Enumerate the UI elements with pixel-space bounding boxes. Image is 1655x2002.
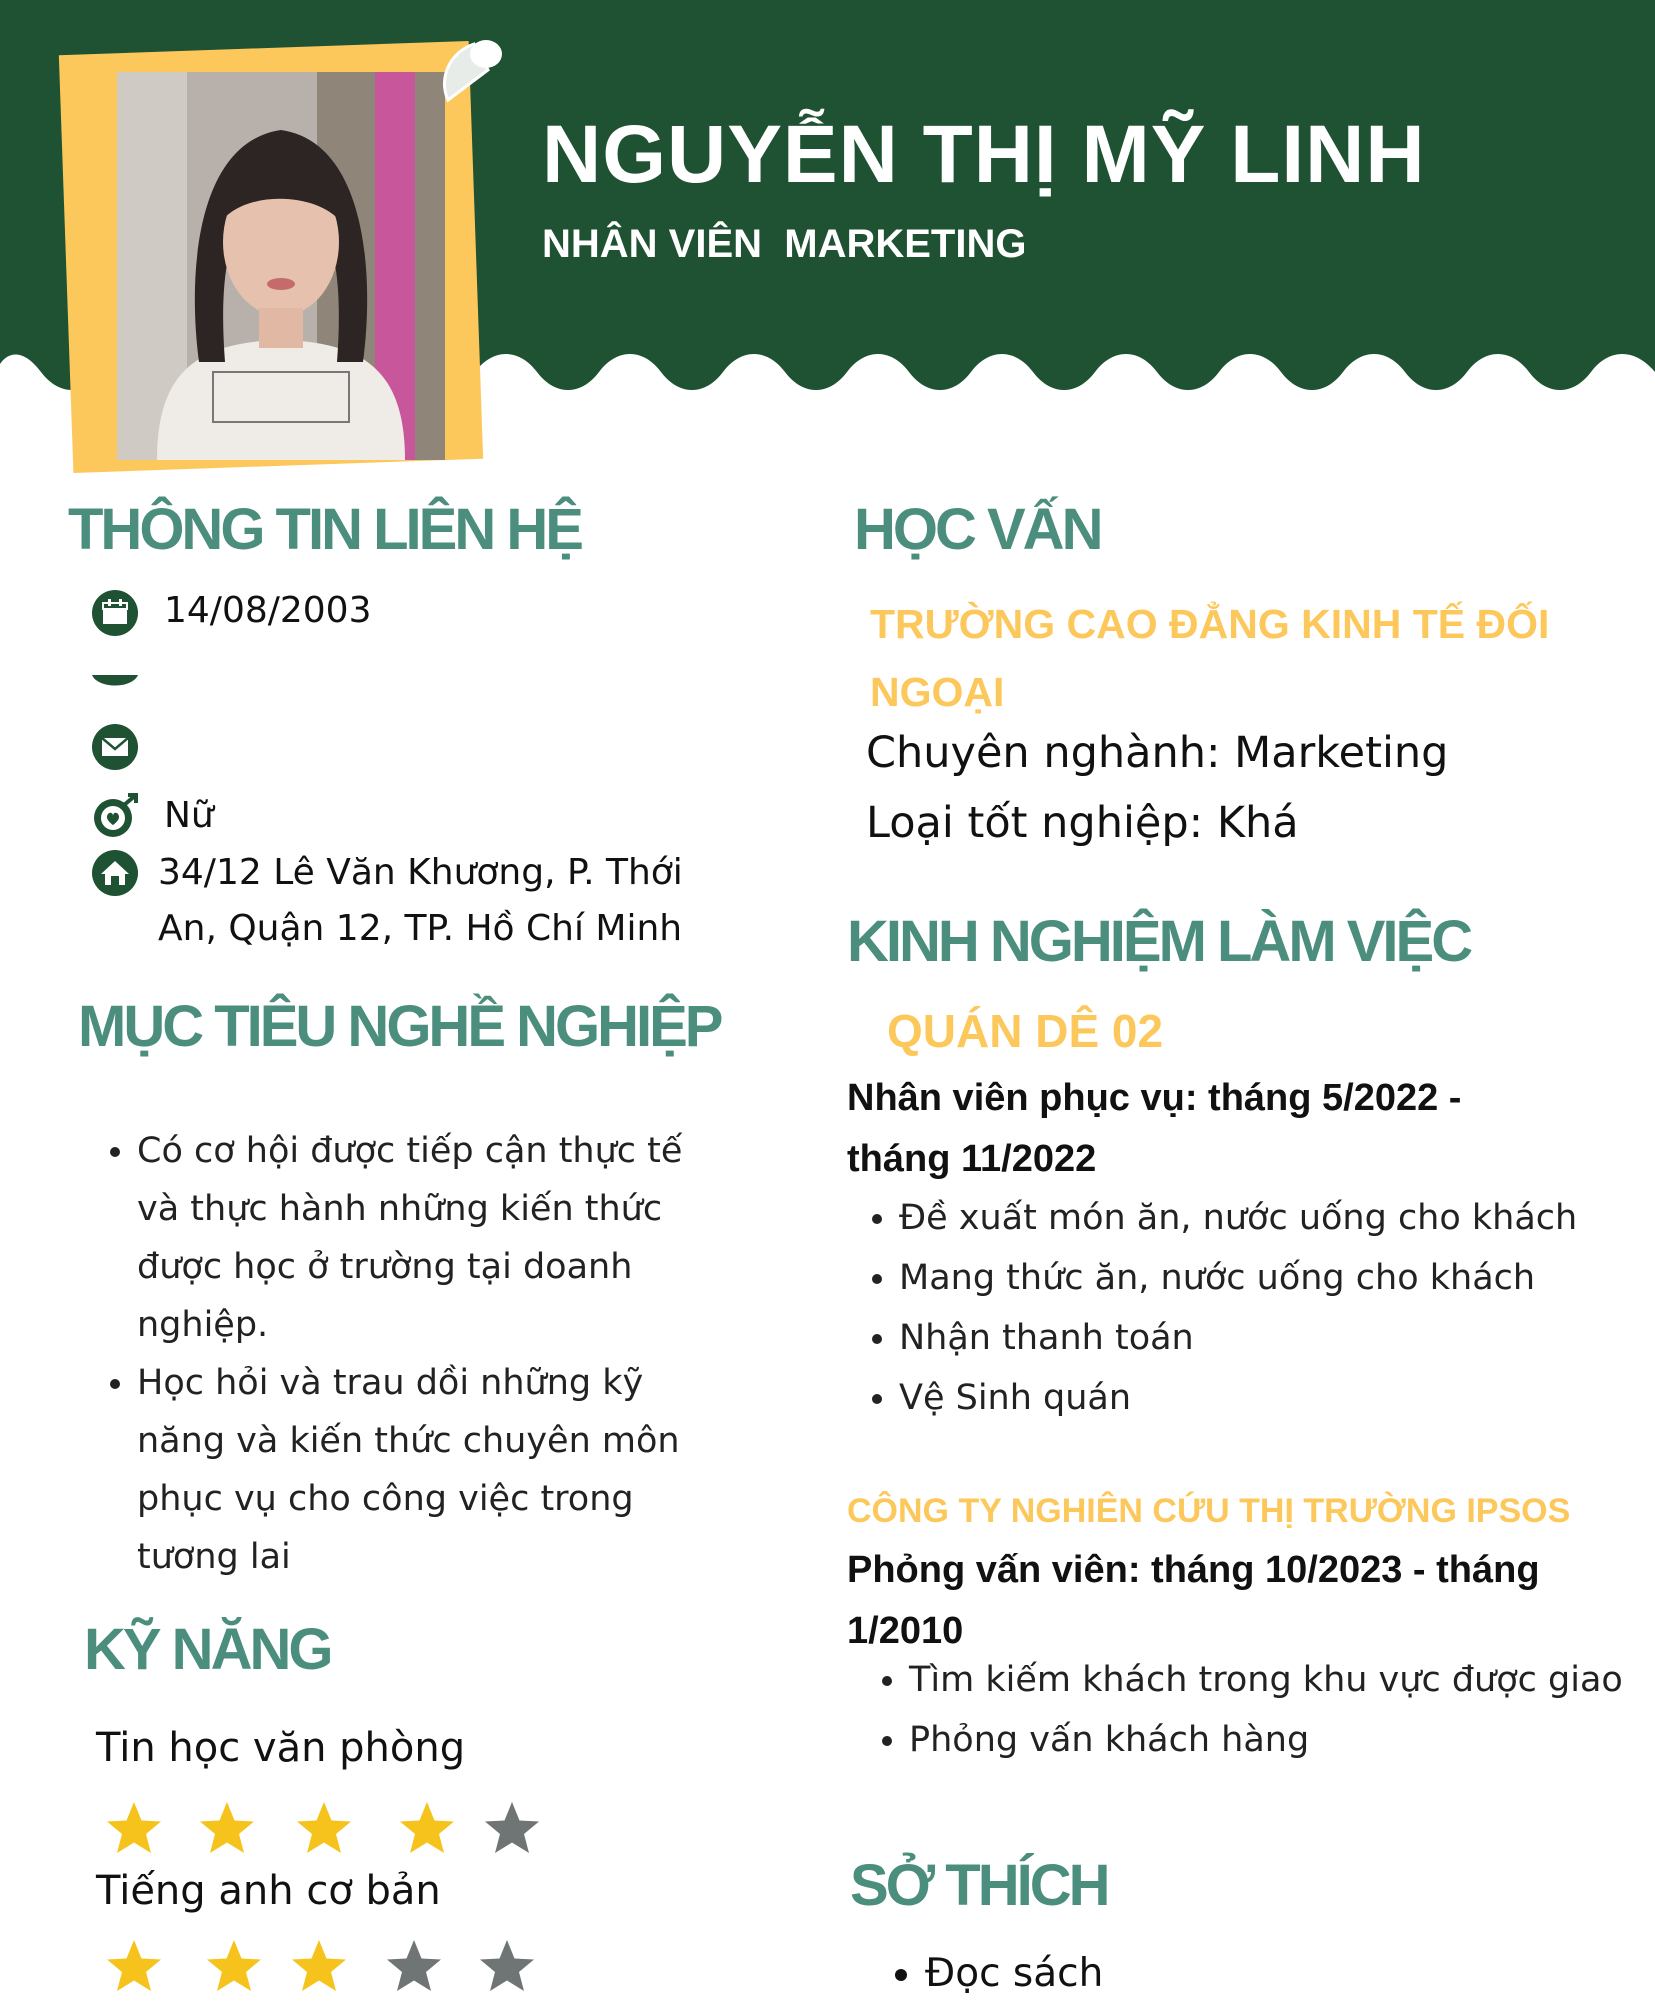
duty-item: • Vệ Sinh quán (899, 1368, 1577, 1428)
experience-section-title: KINH NGHIỆM LÀM VIỆC (847, 909, 1471, 974)
objective-list (92, 1122, 717, 1586)
job-role: Nhân viên phục vụ: tháng 5/2022 - tháng 11/2022 (847, 1077, 1462, 1180)
birthday-value: 14/08/2003 (164, 590, 372, 631)
contact-section-title: THÔNG TIN LIÊN HỆ (68, 497, 581, 562)
duty-item: • Tìm kiếm khách trong khu vực được giao (909, 1650, 1623, 1710)
company-name: QUÁN DÊ 02 (887, 1005, 1164, 1057)
star-empty-icon (478, 1938, 536, 1996)
calendar-icon (92, 590, 138, 636)
job-duties (857, 1650, 1623, 1770)
gender-icon (92, 793, 138, 839)
hobbies-list (880, 1946, 1103, 2002)
school-name: TRƯỜNG CAO ĐẲNG KINH TẾ ĐỐI NGOẠI (870, 601, 1550, 715)
company-name: CÔNG TY NGHIÊN CỨU THỊ TRƯỜNG IPSOS (847, 1492, 1571, 1530)
skill-name: Tin học văn phòng (96, 1725, 466, 1771)
email-icon (92, 724, 138, 770)
gender-value: Nữ (164, 795, 214, 836)
star-filled-icon (398, 1800, 456, 1858)
star-filled-icon (205, 1938, 263, 1996)
skills-section-title: KỸ NĂNG (84, 1617, 331, 1682)
star-filled-icon (295, 1800, 353, 1858)
address-line-2: An, Quận 12, TP. Hồ Chí Minh (158, 908, 683, 949)
star-filled-icon (198, 1800, 256, 1858)
star-empty-icon (483, 1800, 541, 1858)
hobbies-section-title: SỞ THÍCH (850, 1853, 1108, 1918)
star-filled-icon (290, 1938, 348, 1996)
home-icon (92, 850, 138, 896)
education-section-title: HỌC VẤN (854, 497, 1101, 562)
hobby-item: • Đọc sách (925, 1946, 1103, 2002)
duty-item: • Phỏng vấn khách hàng (909, 1710, 1623, 1770)
star-empty-icon (385, 1938, 443, 1996)
profile-photo (117, 72, 445, 460)
objective-item: • Học hỏi và trau dồi những kỹ năng và kiến thức chuyên môn phục vụ cho công việc trong tương lai (137, 1354, 717, 1586)
job-duties (847, 1188, 1577, 1428)
job-role: Phỏng vấn viên: tháng 10/2023 - tháng 1/2010 (847, 1549, 1540, 1652)
pin-icon (428, 30, 514, 110)
duty-item: • Nhận thanh toán (899, 1308, 1577, 1368)
address-line-1: 34/12 Lê Văn Khương, P. Thới (158, 852, 683, 893)
objective-section-title: MỤC TIÊU NGHỀ NGHIỆP (78, 994, 721, 1059)
candidate-name: NGUYỄN THỊ MỸ LINH (542, 109, 1426, 200)
duty-item: • Mang thức ăn, nước uống cho khách (899, 1248, 1577, 1308)
education-grade: Loại tốt nghiệp: Khá (866, 798, 1299, 848)
star-filled-icon (105, 1938, 163, 1996)
phone-icon (92, 675, 138, 691)
skill-name: Tiếng anh cơ bản (96, 1868, 441, 1914)
star-filled-icon (105, 1800, 163, 1858)
duty-item: • Đề xuất món ăn, nước uống cho khách (899, 1188, 1577, 1248)
education-major: Chuyên nghành: Marketing (866, 728, 1449, 778)
objective-item: • Có cơ hội được tiếp cận thực tế và thực hành những kiến thức được học ở trường tại doanh nghiệp. (137, 1122, 717, 1354)
job-title: NHÂN VIÊN MARKETING (542, 222, 1027, 266)
